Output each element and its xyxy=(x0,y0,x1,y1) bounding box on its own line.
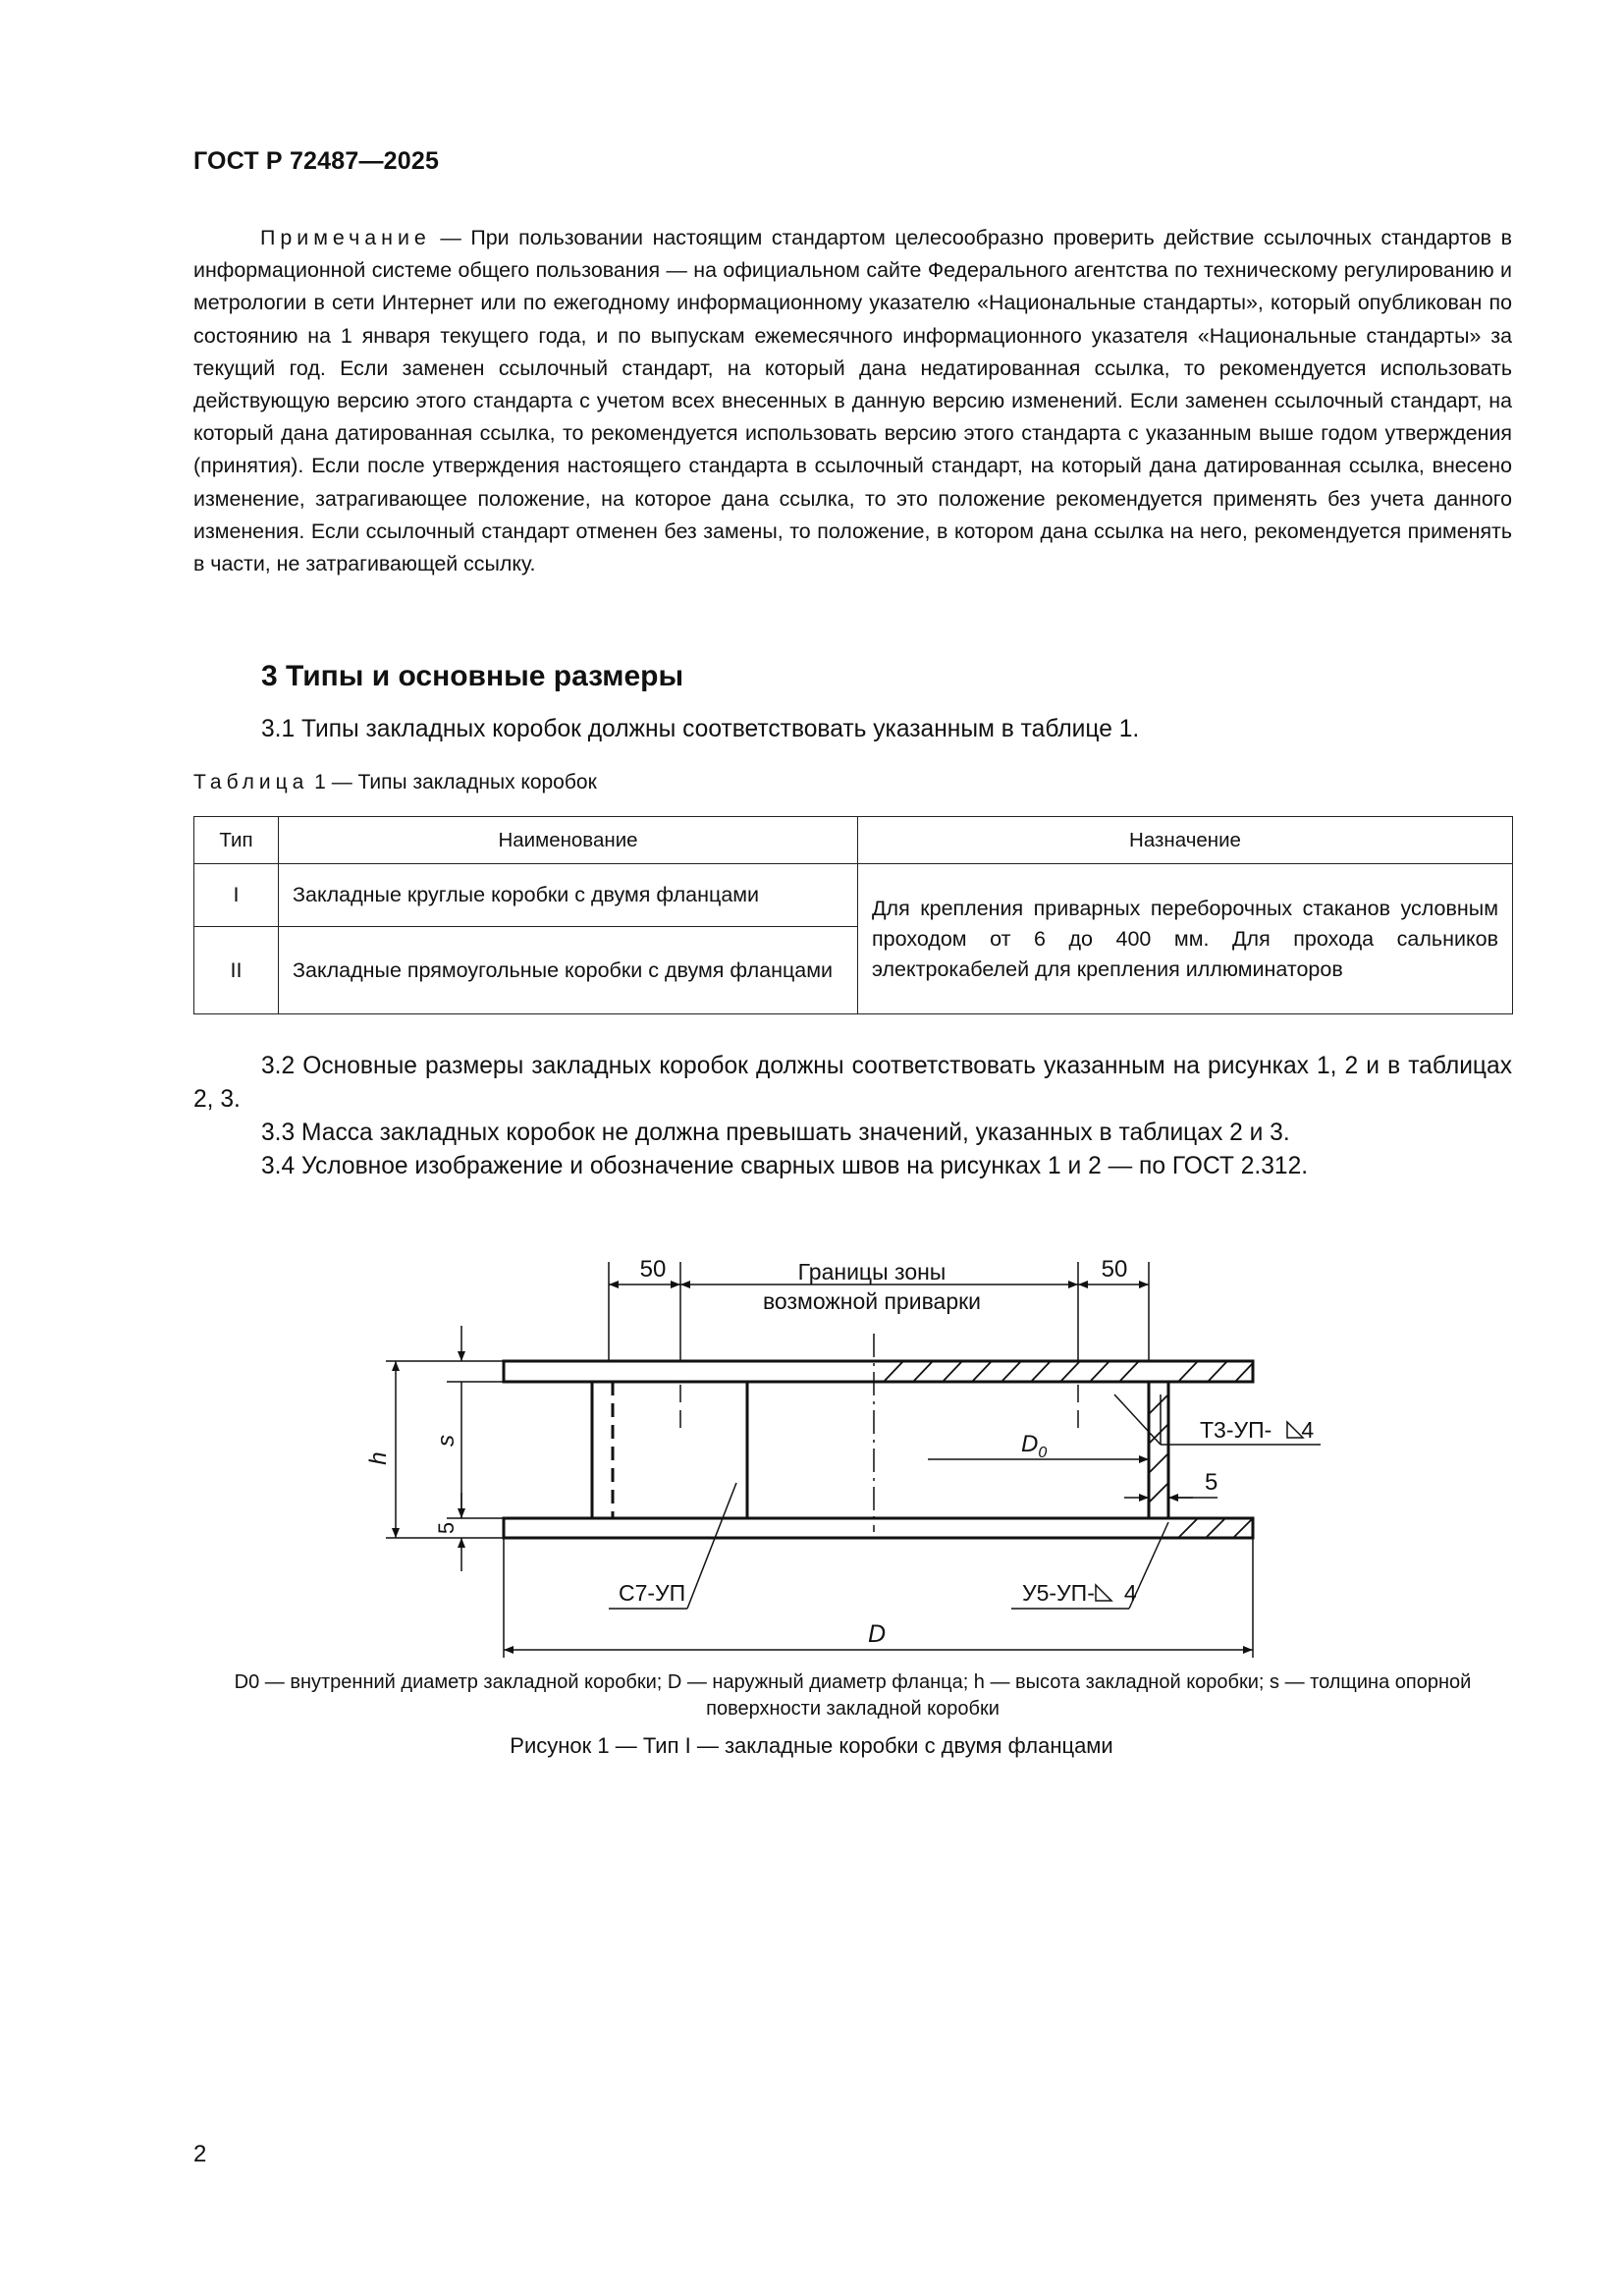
label-h: h xyxy=(365,1451,392,1465)
table-caption xyxy=(193,771,597,794)
zone-label-line2: возможной приварки xyxy=(762,1288,982,1314)
table-cell-purpose: Для крепления приварных переборочных стаканов условным проходом от 6 до 400 мм. Для прохода сальников электрокабелей для крепления иллюминаторов xyxy=(858,864,1513,1014)
note-paragraph xyxy=(193,222,1512,580)
label-s: s xyxy=(433,1435,460,1447)
weld-bottom-leg: 4 xyxy=(1123,1580,1137,1606)
bottom-flange xyxy=(504,1518,1253,1538)
paragraph-3-2: 3.2 Основные размеры закладных коробок должны соответствовать указанным на рисунках 1, 2 и в таблицах 2, 3. xyxy=(193,1053,1512,1113)
weld-bottom-label xyxy=(1022,1580,1137,1606)
table-header-row xyxy=(194,817,1513,864)
figure-caption: Рисунок 1 — Тип I — закладные коробки с двумя фланцами xyxy=(510,1733,1113,1758)
table-header-name: Наименование xyxy=(279,817,858,864)
table-cell-name: Закладные круглые коробки с двумя фланцами xyxy=(279,864,858,927)
dim-right-50: 50 xyxy=(1101,1256,1128,1283)
weld-top-label xyxy=(1200,1417,1314,1443)
weld-left-label: С7-УП xyxy=(619,1580,686,1606)
weld-top-code: Т3-УП- xyxy=(1200,1417,1272,1443)
figure-1-drawing xyxy=(0,1218,1623,1660)
table-cell-type: I xyxy=(194,864,279,927)
document-header: ГОСТ Р 72487—2025 xyxy=(193,147,440,175)
label-D0: $D_0$ xyxy=(1021,1431,1048,1461)
zone-label-line1: Границы зоны xyxy=(797,1259,947,1285)
paragraph-3-3: 3.3 Масса закладных коробок не должна превышать значений, указанных в таблицах 2 и 3. xyxy=(261,1120,1290,1146)
figure-legend: D0 — внутренний диаметр закладной коробки; D — наружный диаметр фланца; h — высота закладной коробки; s — толщина опорной поверхности закладной коробки xyxy=(234,1671,1472,1720)
paragraph-3-4: 3.4 Условное изображение и обозначение сварных швов на рисунках 1 и 2 — по ГОСТ 2.312. xyxy=(261,1153,1309,1179)
table-header-purpose: Назначение xyxy=(858,817,1513,864)
table-caption-text: 1 — Типы закладных коробок xyxy=(308,771,597,793)
section-title: 3 Типы и основные размеры xyxy=(261,660,684,692)
dim-5-right: 5 xyxy=(1205,1469,1218,1496)
dim-left-50: 50 xyxy=(639,1256,667,1283)
top-flange xyxy=(504,1361,1253,1382)
note-text: — При пользовании настоящим стандартом целесообразно проверить действие ссылочных стандартов в информационной системе общего пользования — на официальном сайте Федерального агентства по техническому регулированию и метрологии в сети Интернет или по ежегодному информационному указателю «Национальные стандарты», который опубликован по состоянию на 1 января текущего года, и по выпускам ежемесячного информационного указателя «Национальные стандарты» за текущий год. Если заменен ссылочный стандарт, на который дана недатированная ссылка, то рекомендуется использовать действующую версию этого стандарта с учетом всех внесенных в данную версию изменений. Если заменен ссылочный стандарт, на который дана датированная ссылка, то рекомендуется использовать версию этого стандарта с указанным выше годом утверждения (принятия). Если после утверждения настоящего стандарта в ссылочный стандарт, на который дана датированная ссылка, внесено изменение, затрагивающее положение, на которое дана ссылка, то это положение рекомендуется применять без учета данного изменения. Если ссылочный стандарт отменен без замены, то положение, в котором дана ссылка на него, рекомендуется применять в части, не затрагивающей ссылку. xyxy=(193,226,1512,576)
table-cell-name: Закладные прямоугольные коробки с двумя фланцами xyxy=(279,927,858,1014)
weld-top-leg: 4 xyxy=(1301,1417,1315,1443)
paragraph-3-1: 3.1 Типы закладных коробок должны соответствовать указанным в таблице 1. xyxy=(261,716,1140,742)
table-header-type: Тип xyxy=(194,817,279,864)
label-D: D xyxy=(867,1620,887,1648)
note-label: Примечание xyxy=(260,226,431,249)
weld-bottom-code: У5-УП- xyxy=(1022,1580,1095,1606)
table-row xyxy=(194,864,1513,927)
dim-5-left: 5 xyxy=(434,1521,459,1535)
table-cell-type: II xyxy=(194,927,279,1014)
fillet-weld-icon xyxy=(1096,1585,1111,1601)
types-table xyxy=(193,816,1513,1014)
table-caption-label: Таблица xyxy=(193,771,309,793)
page-number: 2 xyxy=(193,2141,207,2167)
